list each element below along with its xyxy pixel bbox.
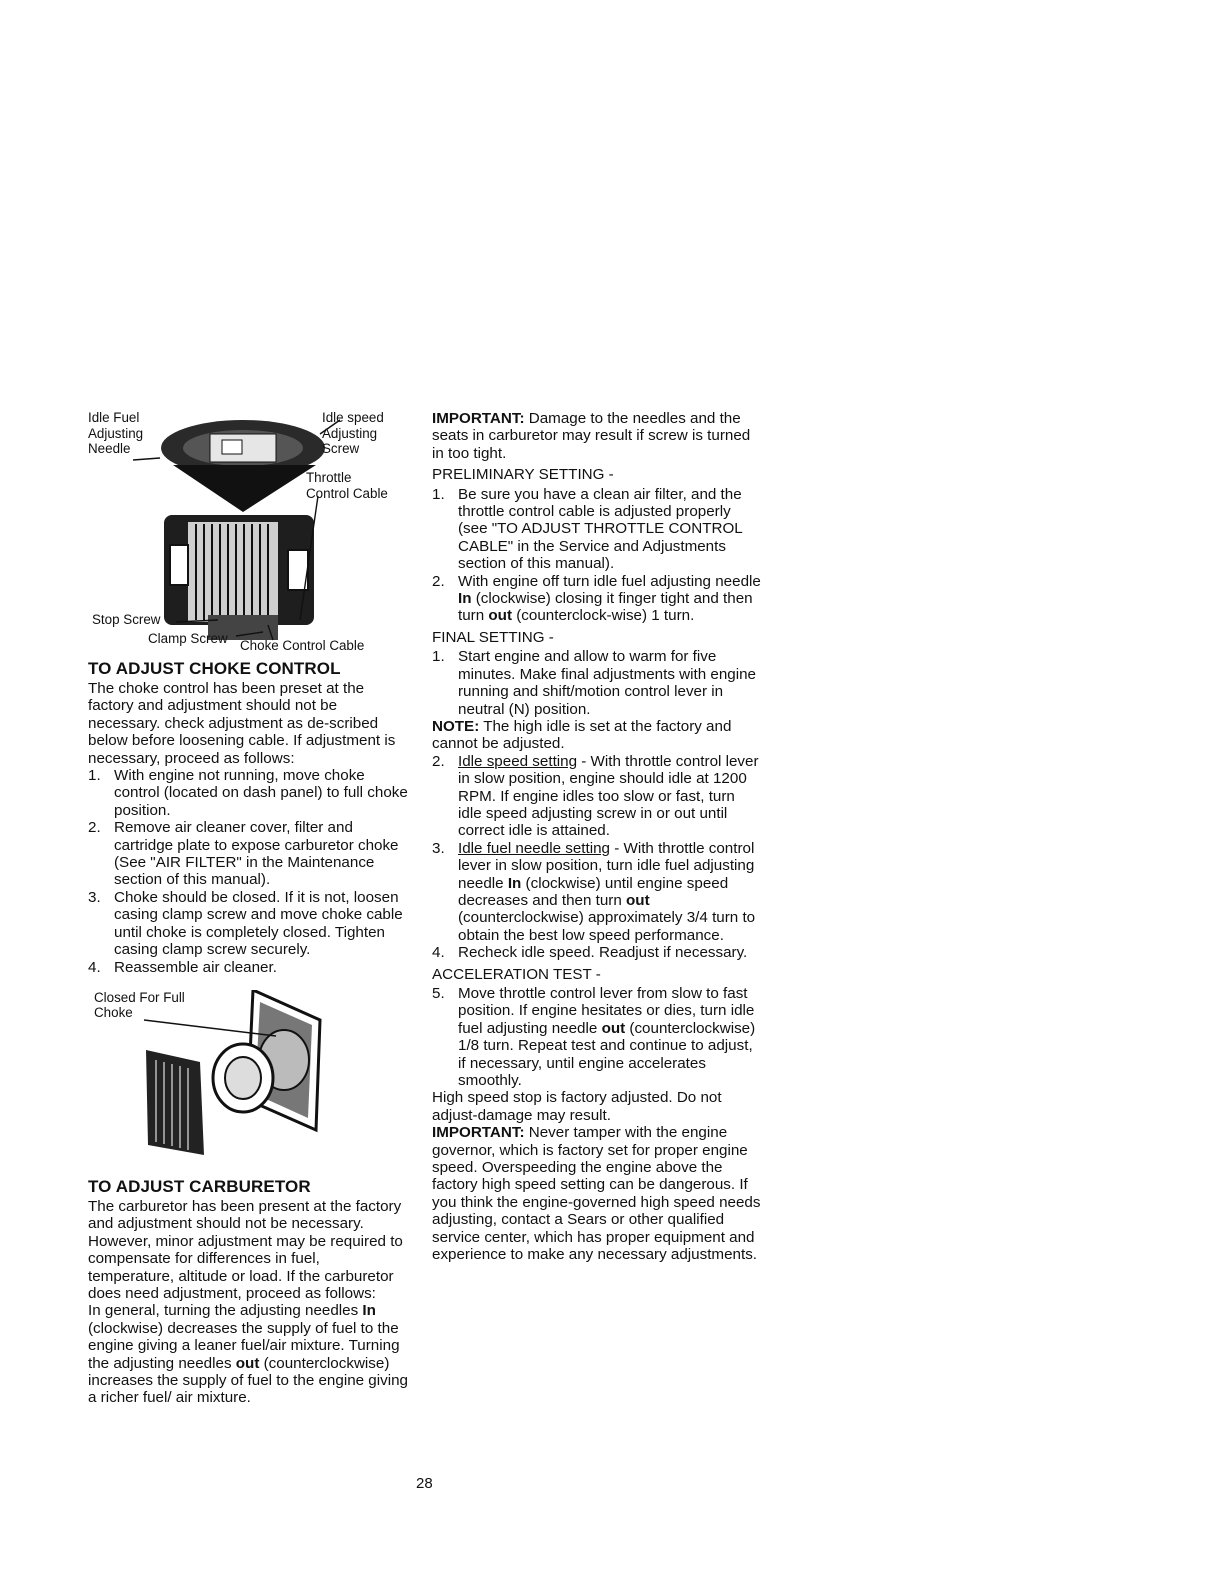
acceleration-test-label: ACCELERATION TEST - xyxy=(432,965,601,983)
choke-steps xyxy=(88,767,408,976)
choke-heading: TO ADJUST CHOKE CONTROL xyxy=(88,659,341,678)
page-number: 28 xyxy=(416,1475,433,1492)
important-note-1: IMPORTANT: Damage to the needles and the seats in carburetor may result if screw is turned in too tight. xyxy=(432,410,751,462)
left-column xyxy=(88,410,408,1407)
carburetor-intro: The carburetor has been present at the factory and adjustment should not be necessary. However, minor adjustment may be required to compensate for differences in fuel, temperature, altitude or load. If the carburetor does need adjustment, proceed as follows: xyxy=(88,1197,403,1302)
high-speed-note: High speed stop is factory adjusted. Do not adjust-damage may result. xyxy=(432,1089,722,1124)
list-item: 1. Start engine and allow to warm for five minutes. Make final adjustments with engine running and shift/motion control lever in neutral (N) position. xyxy=(432,648,756,718)
list-item: 1. Be sure you have a clean air filter, and the throttle control cable is adjusted properly (see "TO ADJUST THROTTLE CONTROL CABLE" in the Service and Adjustments section of this manual). xyxy=(432,485,743,573)
closed-for-full-choke-label: Closed For Full Choke xyxy=(94,989,185,1021)
choke-figure xyxy=(88,990,408,1165)
choke-cable-label: Choke Control Cable xyxy=(240,638,365,653)
idle-speed-screw-label: Idle speed Adjusting Screw xyxy=(322,410,384,456)
list-item: 5. Move throttle control lever from slow to fast position. If engine hesitates or dies, turn idle fuel adjusting needle out (counterclockwise) 1/8 turn. Repeat test and continue to adjust, if necessary, until engine accelerates smoothly. xyxy=(432,985,756,1090)
carburetor-general: In general, turning the adjusting needles In (clockwise) decreases the supply of fuel to the engine giving a leaner fuel/air mixture. Turning the adjusting needles out (counterclockwise) increases the supply of fuel to the engine giving a richer fuel/ air mixture. xyxy=(88,1302,408,1407)
preliminary-steps xyxy=(432,486,762,625)
acceleration-steps xyxy=(432,985,762,1089)
carburetor-heading: TO ADJUST CARBURETOR xyxy=(88,1176,311,1196)
carburetor-figure xyxy=(88,410,408,655)
list-item: 2. Remove air cleaner cover, filter and cartridge plate to expose carburetor choke (See "AIR FILTER" in the Maintenance section of this manual). xyxy=(88,819,399,889)
final-steps-a xyxy=(432,648,762,718)
important-note-2: IMPORTANT: Never tamper with the engine governor, which is factory set for proper engine speed. Overspeeding the engine above the factory high speed setting can be dangerous. If you think the engine-governed high speed needs adjusting, contact a Sears or other qualified service center, which has proper equipment and experience to make any necessary adjustments. xyxy=(432,1124,761,1264)
stop-screw-label: Stop Screw xyxy=(92,612,161,627)
final-steps-b xyxy=(432,753,762,962)
note: NOTE: The high idle is set at the factory and cannot be adjusted. xyxy=(432,717,732,753)
clamp-screw-label: Clamp Screw xyxy=(148,631,228,646)
list-item: 2. With engine off turn idle fuel adjusting needle In (clockwise) closing it finger tight and then turn out (counterclock-wise) 1 turn. xyxy=(432,572,761,625)
list-item: 1. With engine not running, move choke control (located on dash panel) to full choke position. xyxy=(88,767,408,819)
list-item: 3. Choke should be closed. If it is not, loosen casing clamp screw and move choke cable until choke is completely closed. Tighten casing clamp screw securely. xyxy=(88,888,403,959)
preliminary-setting-label: PRELIMINARY SETTING - xyxy=(432,466,614,484)
idle-fuel-needle-label: Idle Fuel Adjusting Needle xyxy=(88,410,144,456)
list-item: 3. Idle fuel needle setting - With throttle control lever in slow position, turn idle fuel adjusting needle In (clockwise) until engine speed decreases and then turn out (counterclockwise) approximately 3/4 turn to obtain the best low speed performance. xyxy=(432,839,756,944)
list-item: 2. Idle speed setting - With throttle control lever in slow position, engine should idle at 1200 RPM. If engine idles too slow or fast, turn idle speed adjusting screw in or out until correct idle is attained. xyxy=(432,752,759,840)
list-item: 4. Reassemble air cleaner. xyxy=(88,958,277,976)
right-column xyxy=(432,410,762,1264)
list-item: 4. Recheck idle speed. Readjust if necessary. xyxy=(432,944,748,962)
final-setting-label: FINAL SETTING - xyxy=(432,628,554,646)
throttle-cable-label: Throttle Control Cable xyxy=(306,470,388,501)
choke-intro: The choke control has been preset at the factory and adjustment should not be necessary. check adjustment as de-scribed below before loosening cable. If adjustment is necessary, proceed as follows: xyxy=(88,680,396,767)
